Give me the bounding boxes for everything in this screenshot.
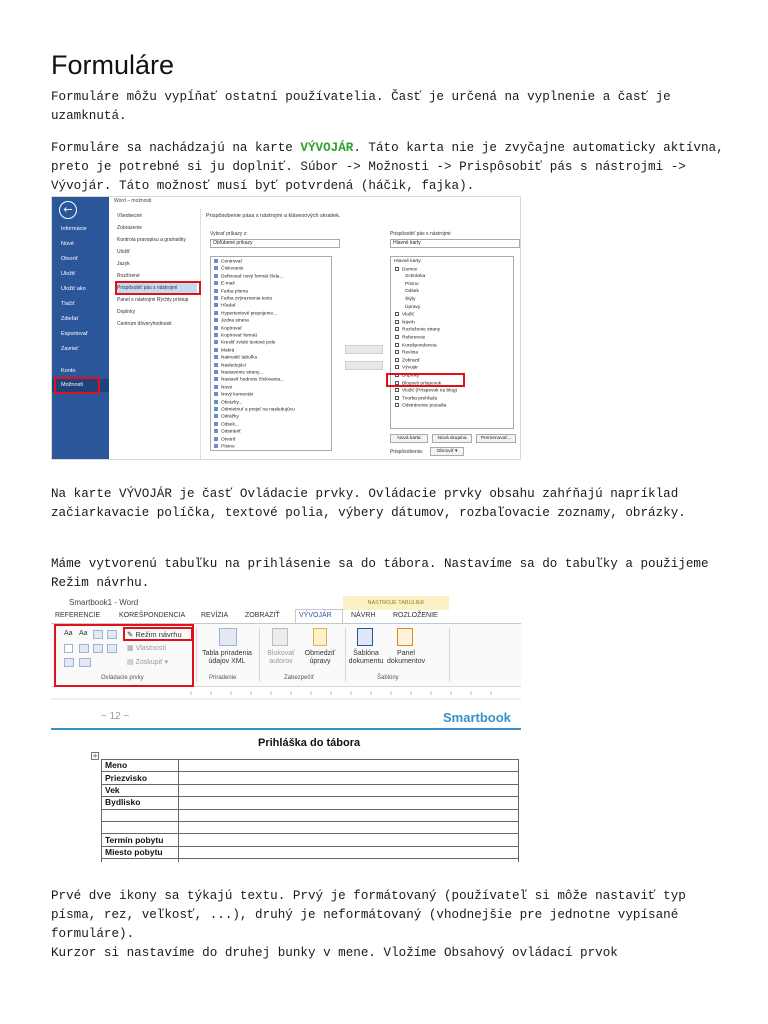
word-options-screenshot [51, 196, 521, 460]
choose-commands-select[interactable]: Obľúbené príkazy [210, 239, 340, 248]
menu-item-save[interactable]: Uložiť [117, 249, 130, 255]
tree-header: Hlavné karty [394, 259, 421, 264]
sidebar-item-share[interactable]: Zdieľať [61, 316, 79, 322]
command-icon [214, 437, 218, 441]
text-controls-paragraph: Prvé dve ikony sa týkajú textu. Prvý je formátovaný (používateľ si môže nastaviť typ písma, rez, veľkosť, ...), druhý je neformátovaný (vhodnejšie pre jednotne vypísané formuláre). [51, 889, 686, 941]
table-row [102, 859, 519, 862]
sidebar-item-export[interactable]: Exportovať [61, 331, 88, 337]
command-icon [214, 444, 218, 448]
tree-item-developer[interactable]: Vývojár [395, 365, 418, 370]
new-group-button[interactable]: Nová skupina [432, 434, 472, 443]
command-icon [214, 407, 218, 411]
command-item[interactable]: Nasledujúci [214, 363, 246, 368]
command-item[interactable]: Hypertextové prepojenie... [214, 311, 277, 316]
command-icon [214, 303, 218, 307]
command-item[interactable]: Nový komentár [214, 392, 253, 397]
input-cell[interactable] [179, 797, 519, 809]
command-item[interactable]: Kopírovať [214, 326, 242, 331]
command-item[interactable]: Jedna strana [214, 318, 249, 323]
sidebar-item-close[interactable]: Zavrieť [61, 346, 79, 352]
command-item[interactable]: Nastaviť hodnotu číslovania... [214, 377, 284, 382]
paragraph-text: . Táto karta nie je zvyčajne automaticky aktívna, preto je potrebné si ju doplniť. Súbor -> Možnosti -> Prispôsobiť pás s nástrojmi -> Vývojár. Táto možnosť musí byť potvrdená (háčik, fajka). [51, 141, 724, 193]
command-icon [214, 326, 218, 330]
menu-item-display[interactable]: Zobrazenie [117, 225, 143, 231]
input-cell[interactable] [179, 809, 519, 821]
back-arrow-icon[interactable]: ← [59, 201, 77, 219]
brand-logo: Smartbook [443, 710, 511, 725]
row-label [102, 821, 179, 833]
document-panel-icon[interactable] [397, 628, 413, 646]
highlight-box-design-mode [123, 627, 193, 641]
checkbox-icon[interactable] [395, 343, 399, 347]
menu-item-trust-center[interactable]: Centrum dôveryhodnosti [117, 321, 172, 327]
templates-group-label: Šablóny [377, 675, 399, 681]
command-icon [214, 318, 218, 322]
command-item[interactable]: Odsek... [214, 422, 239, 427]
sidebar-item-save-as[interactable]: Uložiť ako [61, 286, 86, 292]
input-cell[interactable] [179, 760, 519, 772]
sidebar-item-save[interactable]: Uložiť [61, 271, 76, 277]
tree-item-tab[interactable]: Tvorba prehľadu [395, 396, 437, 401]
tree-item-group[interactable]: Odsek [405, 289, 419, 295]
command-item[interactable]: Číslovanie [214, 266, 243, 271]
plain-text-control-icon[interactable]: Aa [79, 630, 88, 637]
command-icon [214, 296, 218, 300]
tree-item-tab[interactable]: Revízia [395, 350, 418, 355]
sidebar-item-info[interactable]: Informácie [61, 226, 87, 232]
form-document-screenshot [51, 704, 521, 862]
sidebar-item-options[interactable]: Možnosti [52, 379, 109, 392]
table-row [102, 809, 519, 821]
input-cell[interactable] [179, 846, 519, 858]
row-label: Miesto pobytu [102, 846, 179, 858]
command-item[interactable]: Odstrániť [214, 429, 241, 434]
checkbox-icon[interactable] [395, 350, 399, 354]
tree-item-group[interactable]: Schránka [405, 274, 426, 280]
sidebar-item-print[interactable]: Tlačiť [61, 301, 75, 307]
xml-mapping-button[interactable]: Tabla priradenia údajov XML [202, 650, 252, 665]
group-separator [449, 628, 450, 682]
command-item[interactable]: Nakresliť tabuľku [214, 355, 257, 360]
checkbox-icon[interactable] [395, 312, 399, 316]
tree-item-tab[interactable]: Blogový príspevok [395, 381, 441, 386]
command-icon [214, 414, 218, 418]
menu-item-quick-access[interactable]: Panel s nástrojmi Rýchly prístup [117, 297, 189, 303]
input-cell[interactable] [179, 834, 519, 846]
design-mode-paragraph: Máme vytvorenú tabuľku na prihlásenie sa do tábora. Nastavíme sa do tabuľky a použijeme Režim návrhu. [51, 557, 709, 590]
tab-layout[interactable]: ROZLOŽENIE [393, 612, 438, 619]
customize-ribbon-panel [202, 209, 521, 460]
tree-item-tab[interactable]: Referencie [395, 335, 425, 340]
highlight-box-developer [386, 373, 465, 387]
customizations-label: Prispôsobenia: [390, 449, 424, 455]
command-icon [214, 333, 218, 337]
document-template-button[interactable]: Šablóna dokumentu [348, 650, 384, 665]
command-icon [214, 281, 218, 285]
command-item[interactable]: Odmietnuť a prejsť na nasledujúcu [214, 407, 295, 412]
checkbox-icon[interactable] [395, 358, 399, 362]
table-row [102, 834, 519, 846]
command-item[interactable]: Obrázky... [214, 400, 243, 405]
ribbon-tabs-tree[interactable] [390, 256, 514, 429]
xml-mapping-icon[interactable] [219, 628, 237, 646]
menu-item-customize-ribbon[interactable]: Prispôsobiť pás s nástrojmi [117, 285, 178, 291]
command-item[interactable]: Kopírovať formát [214, 333, 257, 338]
lock-icon[interactable] [313, 628, 327, 646]
command-icon [214, 392, 218, 396]
command-icon [214, 422, 218, 426]
tree-item-group[interactable]: Štýly [405, 297, 416, 302]
table-tools-context: NÁSTROJE TABULIEK [343, 596, 449, 610]
group-separator [345, 628, 346, 682]
sidebar-item-open[interactable]: Otvoriť [61, 256, 78, 262]
word-template-icon[interactable] [357, 628, 373, 646]
tree-item-tab[interactable]: Rozloženie strany [395, 327, 440, 332]
command-item[interactable]: Hľadať [214, 303, 236, 308]
commands-list[interactable] [210, 256, 332, 451]
backstage-sidebar [52, 197, 109, 460]
block-authors-icon[interactable] [272, 628, 288, 646]
new-tab-button[interactable]: Nová karta [390, 434, 428, 443]
controls-paragraph: Na karte VÝVOJÁR je časť Ovládacie prvky. Ovládacie prvky obsahu zahŕňajú napríklad začiarkavacie políčka, textové polia, výbery dátumov, rozbaľovacie zoznamy, obrázky. [51, 487, 686, 520]
form-title: Prihláška do tábora [258, 737, 361, 749]
row-label: Vek [102, 784, 179, 796]
add-button[interactable] [345, 345, 383, 354]
dialog-title: Word – možnosti [114, 198, 152, 204]
menu-item-advanced[interactable]: Rozšírené [117, 273, 140, 279]
row-label [102, 809, 179, 821]
rich-text-control-icon[interactable]: Aa [64, 630, 73, 637]
command-icon [214, 385, 218, 389]
command-item[interactable]: Definovať nový formát čísla... [214, 274, 283, 279]
sidebar-item-new[interactable]: Nové [61, 241, 74, 247]
row-label [102, 859, 179, 862]
menu-item-proofing[interactable]: Kontrola pravopisu a gramatiky [117, 237, 186, 243]
row-label: Meno [102, 760, 179, 772]
command-icon [214, 363, 218, 367]
horizontal-ruler[interactable] [51, 688, 521, 700]
checkbox-icon[interactable] [395, 267, 399, 271]
command-item[interactable]: Otvoriť [214, 437, 236, 442]
block-authors-button[interactable]: Blokovať autorov [267, 650, 295, 665]
page-title: Formuláre [51, 50, 175, 80]
cursor-paragraph: Kurzor si nastavíme do druhej bunky v mene. Vložíme Obsahový ovládací prvok [51, 946, 618, 960]
sidebar-item-account[interactable]: Konto [61, 368, 76, 374]
tree-item-tab[interactable]: Návrh [395, 320, 415, 325]
group-button[interactable]: ▤ Zoskupiť ▾ [127, 659, 169, 666]
document-panel-button[interactable]: Panel dokumentov [387, 650, 426, 665]
command-icon [214, 400, 218, 404]
panel-heading: Prispôsobenie pása s nástrojmi a klávesových skratiek. [206, 213, 341, 219]
properties-button[interactable]: ▦ Vlastnosti [127, 645, 166, 652]
highlight-box-options [54, 377, 100, 394]
tab-design[interactable]: NÁVRH [351, 612, 376, 619]
tree-item-tab[interactable]: Zobraziť [395, 358, 420, 363]
input-cell[interactable] [179, 784, 519, 796]
command-icon [214, 259, 218, 263]
command-item[interactable]: Odrážky [214, 414, 239, 419]
command-icon [214, 340, 218, 344]
checkbox-icon[interactable] [395, 388, 399, 392]
command-item[interactable]: Makrá [214, 348, 234, 353]
input-cell[interactable] [179, 821, 519, 833]
checkbox-icon[interactable] [395, 327, 399, 331]
developer-tab-paragraph [51, 139, 731, 196]
command-item[interactable]: Kresliť zvislé textové pole [214, 340, 275, 345]
highlight-box-customize-ribbon [115, 281, 201, 295]
tab-mailings[interactable]: KOREŠPONDENCIA [119, 612, 186, 619]
tree-item-tab[interactable]: Doplnky [395, 373, 419, 378]
checkbox-icon[interactable] [395, 403, 399, 407]
page-number: ~ 12 ~ [101, 711, 130, 722]
table-row [102, 760, 519, 772]
table-row [102, 772, 519, 784]
command-icon [214, 429, 218, 433]
command-item[interactable]: Písmo [214, 444, 235, 449]
command-icon [214, 348, 218, 352]
command-icon [214, 274, 218, 278]
choose-commands-label: Vybrať príkazy z: [210, 231, 248, 237]
command-icon [214, 266, 218, 270]
table-move-handle-icon[interactable]: + [92, 752, 98, 760]
window-title: Smartbook1 - Word [69, 598, 139, 607]
customize-ribbon-label: Prispôsobiť pás s nástrojmi: [390, 231, 452, 237]
reset-button[interactable]: Obnoviť ▾ [430, 447, 464, 456]
checkbox-icon[interactable] [395, 320, 399, 324]
row-label: Bydlisko [102, 797, 179, 809]
command-icon [214, 370, 218, 374]
tab-developer[interactable]: VÝVOJÁR [299, 612, 332, 619]
input-cell[interactable] [179, 859, 519, 862]
command-item[interactable]: Nové [214, 385, 232, 390]
tree-item-group[interactable]: Úpravy [405, 304, 421, 310]
group-separator [196, 628, 197, 682]
options-categories [109, 209, 201, 460]
registration-table [101, 759, 519, 862]
group-separator [259, 628, 260, 682]
tab-references[interactable]: REFERENCIE [55, 612, 101, 619]
tab-view[interactable]: ZOBRAZIŤ [245, 612, 280, 619]
menu-item-language[interactable]: Jazyk [117, 261, 130, 267]
menu-item-addins[interactable]: Doplnky [117, 309, 136, 315]
command-item[interactable]: Centrovať [214, 259, 242, 264]
tree-item-tab[interactable]: Vložiť (Príspevok na blog) [395, 388, 457, 393]
design-mode-button[interactable]: ✎ Režim návrhu [127, 630, 182, 639]
command-item[interactable]: Nastavenie strany... [214, 370, 263, 375]
header-rule [51, 728, 521, 730]
input-cell[interactable] [179, 772, 519, 784]
intro-paragraph: Formuláre môžu vypĺňať ostatní používatelia. Časť je určená na vyplnenie a časť je uzamknutá. [51, 90, 671, 123]
command-item[interactable]: Farba zvýraznenia textu [214, 296, 272, 301]
controls-group-label: Ovládacie prvky [101, 675, 144, 681]
command-icon [214, 377, 218, 381]
menu-item-general[interactable]: Všeobecné [117, 213, 143, 219]
table-row [102, 784, 519, 796]
checkbox-icon[interactable] [395, 365, 399, 369]
developer-ribbon-screenshot [51, 596, 521, 700]
tab-review[interactable]: REVÍZIA [201, 612, 229, 619]
developer-highlight: VÝVOJÁR [300, 141, 354, 155]
tree-item-tab[interactable]: Odstránenie pozadia [395, 403, 446, 408]
tree-item-group[interactable]: Písmo [405, 281, 419, 287]
command-item[interactable]: Farba písma [214, 289, 248, 294]
rename-button[interactable]: Premenovať... [476, 434, 516, 443]
row-label: Termín pobytu [102, 834, 179, 846]
tree-item-tab[interactable]: Korešpondencia [395, 343, 437, 348]
checkbox-icon[interactable] [395, 335, 399, 339]
table-row [102, 821, 519, 833]
customize-ribbon-select[interactable]: Hlavné karty [390, 239, 520, 248]
table-row [102, 797, 519, 809]
paragraph-text: Formuláre sa nachádzajú na karte [51, 141, 301, 155]
command-icon [214, 355, 218, 359]
mapping-group-label: Priradenie [209, 675, 237, 681]
protect-group-label: Zabezpečiť [284, 675, 314, 681]
command-item[interactable]: E-mail [214, 281, 235, 286]
ruler-ticks [51, 688, 521, 700]
row-label: Priezvisko [102, 772, 179, 784]
command-icon [214, 289, 218, 293]
table-row [102, 846, 519, 858]
remove-button[interactable] [345, 361, 383, 370]
command-icon [214, 311, 218, 315]
checkbox-icon[interactable] [395, 396, 399, 400]
tree-item-tab[interactable]: Domov [395, 267, 417, 272]
restrict-editing-button[interactable]: Obmedziť úpravy [304, 650, 336, 665]
tree-item-tab[interactable]: Vložiť [395, 312, 414, 317]
